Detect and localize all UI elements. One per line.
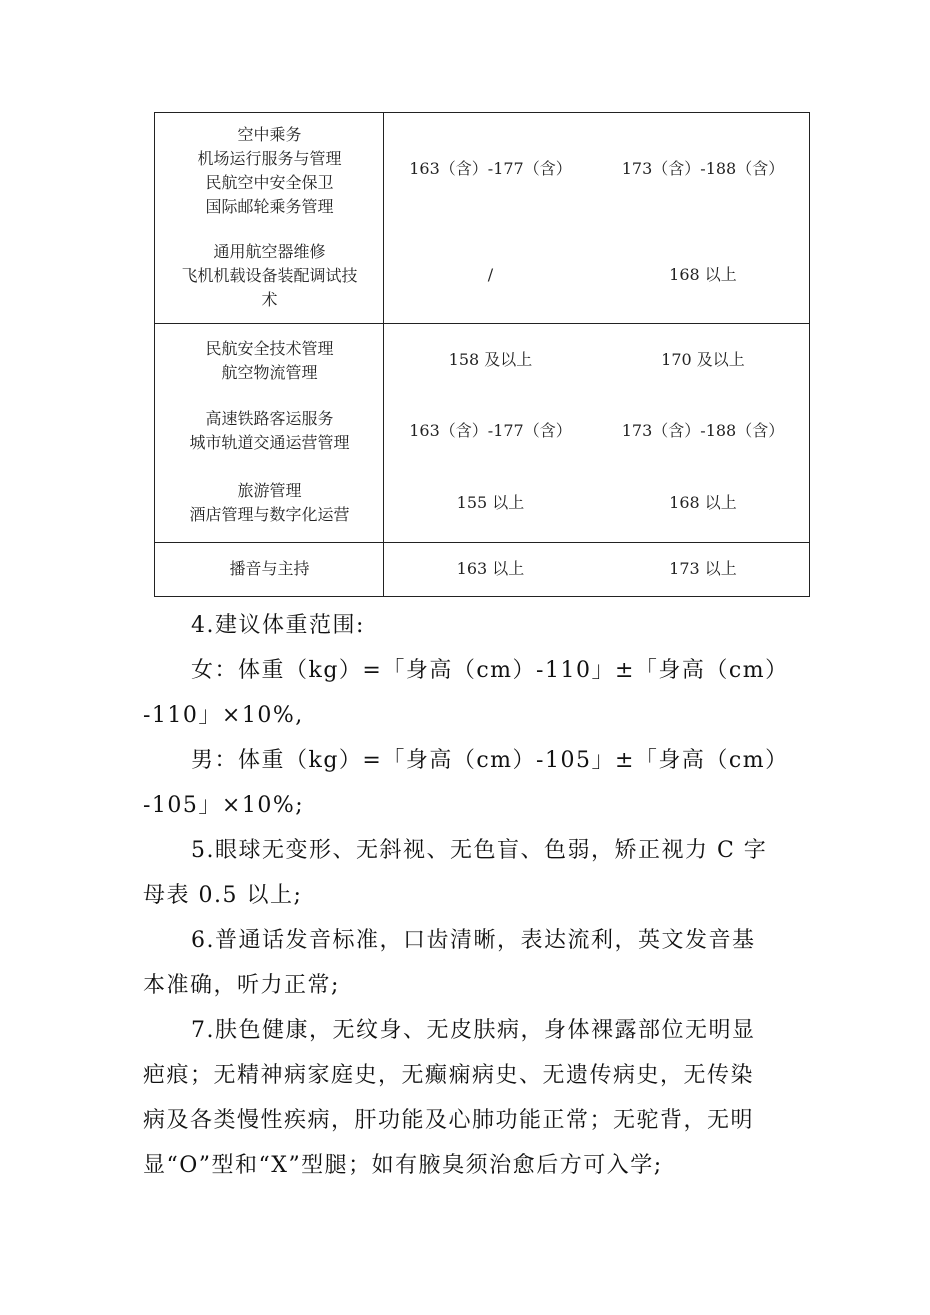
major-column — [155, 324, 384, 542]
speech-requirement — [143, 918, 793, 1008]
major-name: 酒店管理与数字化运营 — [189, 505, 350, 524]
female-height-value: 163 以上 — [456, 559, 525, 578]
height-values-column — [384, 113, 809, 323]
text-line: 6.普通话发音标准，口齿清晰，表达流利，英文发音基 — [191, 928, 756, 953]
female-height-value: 155 以上 — [456, 493, 525, 512]
major-group-cell — [155, 336, 384, 386]
female-height-cell — [384, 157, 597, 181]
female-height-cell — [384, 491, 597, 515]
female-height-value: 163（含）-177（含） — [409, 421, 572, 440]
major-name: 旅游管理 — [237, 481, 302, 500]
male-height-cell — [597, 263, 809, 287]
major-name: 城市轨道交通运营管理 — [189, 433, 350, 452]
text-line: 疤痕；无精神病家庭史，无癫痫病史、无遗传病史，无传染 — [143, 1063, 755, 1088]
female-height-cell — [384, 543, 597, 595]
vision-requirement — [143, 828, 793, 918]
table-section — [155, 324, 809, 543]
male-height-value: 170 及以上 — [661, 350, 745, 369]
text-line: 本准确，听力正常; — [143, 973, 340, 998]
major-group-cell — [155, 121, 384, 221]
table-section — [155, 113, 809, 324]
text-line: 显“O”型和“X”型腿；如有腋臭须治愈后方可入学; — [143, 1153, 663, 1178]
male-height-cell — [597, 348, 809, 372]
major-name: 航空物流管理 — [221, 363, 318, 382]
male-height-value: 168 以上 — [669, 265, 737, 284]
major-name: 机场运行服务与管理 — [197, 149, 342, 168]
male-height-value: 168 以上 — [669, 493, 737, 512]
text-line: 4.建议体重范围: — [191, 613, 365, 638]
major-group-cell — [155, 239, 384, 313]
health-requirement — [143, 1008, 793, 1188]
male-height-cell — [597, 543, 809, 595]
major-column — [155, 113, 384, 323]
major-column — [155, 543, 384, 596]
male-height-value: 173（含）-188（含） — [621, 159, 785, 178]
male-height-cell — [597, 157, 809, 181]
major-name: 民航安全技术管理 — [205, 339, 334, 358]
major-group-cell — [155, 543, 384, 595]
major-name: 播音与主持 — [229, 559, 310, 578]
major-name: 术 — [261, 290, 278, 309]
male-height-value: 173（含）-188（含） — [621, 421, 785, 440]
female-height-value: 163（含）-177（含） — [409, 159, 572, 178]
text-line: 5.眼球无变形、无斜视、无色盲、色弱，矫正视力 C 字 — [191, 838, 768, 863]
text-line: 病及各类慢性疾病，肝功能及心肺功能正常；无驼背，无明 — [143, 1108, 755, 1133]
major-name: 通用航空器维修 — [213, 242, 326, 261]
female-height-cell — [384, 348, 597, 372]
text-line: 男：体重（kg）=「身高（cm）-105」±「身高（cm） — [191, 748, 789, 773]
female-height-cell — [384, 263, 597, 287]
text-line: 7.肤色健康，无纹身、无皮肤病，身体裸露部位无明显 — [191, 1018, 756, 1043]
female-height-value: 158 及以上 — [448, 350, 533, 369]
male-height-value: 173 以上 — [669, 559, 737, 578]
female-weight-formula — [143, 648, 793, 738]
major-name: 高速铁路客运服务 — [205, 409, 334, 428]
text-line: -110」×10%, — [143, 703, 304, 728]
male-weight-formula — [143, 738, 793, 828]
text-line: -105」×10%; — [143, 793, 305, 818]
text-line: 女：体重（kg）=「身高（cm）-110」±「身高（cm） — [191, 658, 789, 683]
text-line: 母表 0.5 以上; — [143, 883, 303, 908]
table-section — [155, 543, 809, 596]
male-height-cell — [597, 419, 809, 443]
major-name: 国际邮轮乘务管理 — [205, 197, 334, 216]
male-height-cell — [597, 491, 809, 515]
major-name: 飞机机载设备装配调试技 — [181, 266, 358, 285]
requirements-text — [143, 603, 793, 1188]
major-name: 民航空中安全保卫 — [205, 173, 334, 192]
female-height-cell — [384, 419, 597, 443]
height-values-column — [384, 324, 809, 542]
major-name: 空中乘务 — [237, 125, 302, 144]
female-height-value: / — [487, 265, 494, 284]
major-group-cell — [155, 478, 384, 528]
major-group-cell — [155, 406, 384, 456]
requirements-table — [154, 112, 810, 597]
height-values-column — [384, 543, 809, 596]
weight-range-heading — [143, 603, 793, 648]
